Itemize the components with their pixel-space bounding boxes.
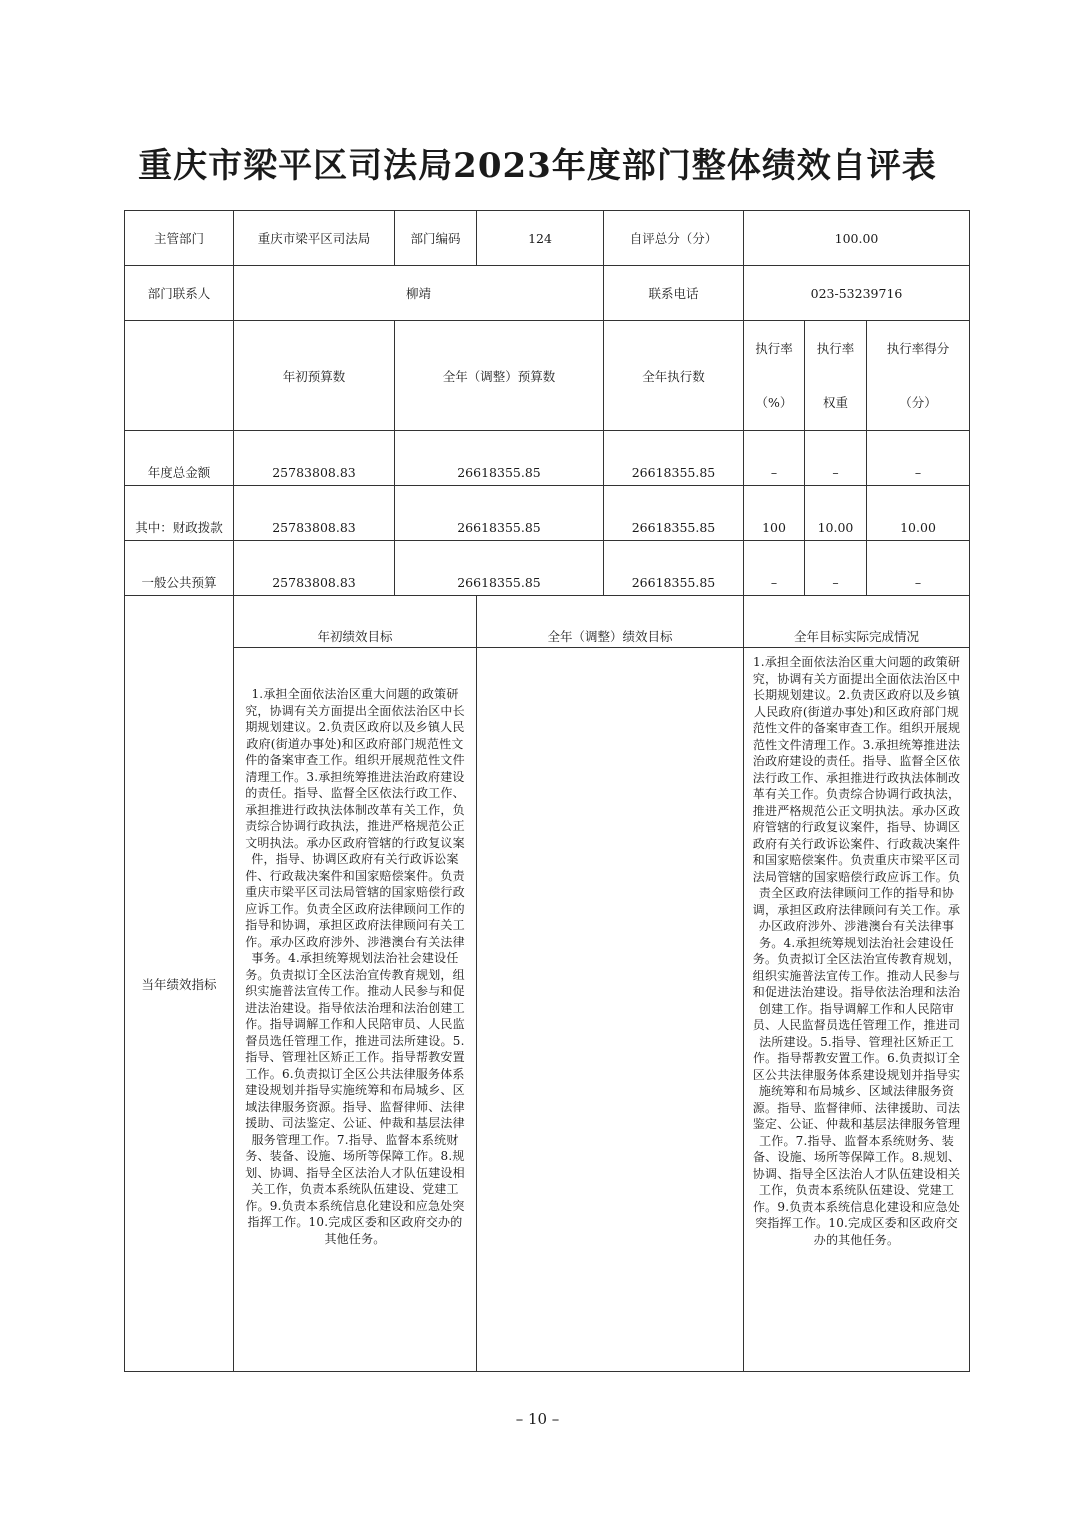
budget-row-initial: 25783808.83 <box>234 431 395 486</box>
budget-row-weight: – <box>805 541 867 596</box>
budget-row-weight: 10.00 <box>805 486 867 541</box>
dept-label: 主管部门 <box>125 211 234 266</box>
score-value: 100.00 <box>744 211 970 266</box>
budget-row-adjusted: 26618355.85 <box>395 431 604 486</box>
performance-actual-text: 1.承担全面依法治区重大问题的政策研究，协调有关方面提出全面依法治区中长期规划建议。2.负责区政府以及乡镇人民政府(街道办事处)和区政府部门规范性文件的备案审查工作。组织开展规范性文件清理工作。3.承担统筹推进法治政府建设的责任。指导、监督全区依法行政工作、承担推进行政执法体制改革有关工作。负责综合协调行政执法，推进严格规范公正文明执法。承办区政府管辖的行政复议案件，指导、协调区政府有关行政诉讼案件、行政裁决案件和国家赔偿案件。负责重庆市梁平区司法局管辖的国家赔偿行政应诉工作。负责全区政府法律顾问工作的指导和协调，承担区政府法律顾问有关工作。承办区政府涉外、涉港澳台有关法律事务。4.承担统筹规划法治社会建设任务。负责拟订全区法治宣传教育规划，组织实施普法宣传工作。推动人民参与和促进法治建设。指导依法治理和法治创建工作。指导调解工作和人民陪审员、人民监督员选任管理工作，推进司法所建设。5.指导、管理社区矫正工作。指导帮教安置工作。6.负责拟订全区公共法律服务体系建设规划并指导实施统筹和布局城乡、区域法律服务资源。指导、监督律师、法律援助、司法鉴定、公证、仲裁和基层法律服务管理工作。7.指导、监督本系统财务、装备、设施、场所等保障工作。8.规划、协调、指导全区法治人才队伍建设相关工作，负责本系统队伍建设、党建工作。9.负责本系统信息化建设和应急处突指挥工作。10.完成区委和区政府交办的其他任务。 <box>744 648 970 1372</box>
budget-row-label: 其中：财政拨款 <box>125 486 234 541</box>
budget-header-rate <box>744 321 805 431</box>
budget-header-weight <box>805 321 867 431</box>
budget-row-score: – <box>867 431 970 486</box>
performance-table <box>124 210 970 1372</box>
budget-header-score <box>867 321 970 431</box>
budget-row <box>125 431 970 486</box>
budget-row <box>125 541 970 596</box>
score-label: 自评总分（分） <box>604 211 744 266</box>
dept-value: 重庆市梁平区司法局 <box>234 211 395 266</box>
budget-row-executed: 26618355.85 <box>604 541 744 596</box>
contact-label: 部门联系人 <box>125 266 234 321</box>
budget-row-score: – <box>867 541 970 596</box>
budget-row-rate: 100 <box>744 486 805 541</box>
performance-col-actual: 全年目标实际完成情况 <box>744 596 970 648</box>
budget-header-adjusted: 全年（调整）预算数 <box>395 321 604 431</box>
budget-row-label: 一般公共预算 <box>125 541 234 596</box>
budget-row-executed: 26618355.85 <box>604 431 744 486</box>
budget-header-executed: 全年执行数 <box>604 321 744 431</box>
budget-row-adjusted: 26618355.85 <box>395 541 604 596</box>
page-number: – 10 – <box>515 1410 560 1428</box>
score-line2: （分） <box>899 394 937 410</box>
rate-line1: 执行率 <box>755 340 793 356</box>
budget-row <box>125 486 970 541</box>
performance-col-adjusted: 全年（调整）绩效目标 <box>477 596 744 648</box>
phone-value: 023-53239716 <box>744 266 970 321</box>
code-label: 部门编码 <box>395 211 477 266</box>
weight-line2: 权重 <box>822 394 848 410</box>
weight-line1: 执行率 <box>816 340 855 356</box>
budget-header-row <box>125 321 970 431</box>
code-value: 124 <box>477 211 604 266</box>
phone-label: 联系电话 <box>604 266 744 321</box>
header-row-contact <box>125 266 970 321</box>
performance-initial-text: 1.承担全面依法治区重大问题的政策研究，协调有关方面提出全面依法治区中长期规划建议。2.负责区政府以及乡镇人民政府(街道办事处)和区政府部门规范性文件的备案审查工作。组织开展规范性文件清理工作。3.承担统筹推进法治政府建设的责任。指导、监督全区依法行政工作、承担推进行政执法体制改革有关工作，负责综合协调行政执法，推进严格规范公正文明执法。承办区政府管辖的行政复议案件，指导、协调区政府有关行政诉讼案件、行政裁决案件和国家赔偿案件。负责重庆市梁平区司法局管辖的国家赔偿行政应诉工作。负责全区政府法律顾问工作的指导和协调，承担区政府法律顾问有关工作。承办区政府涉外、涉港澳台有关法律事务。4.承担统筹规划法治社会建设任务。负责拟订全区法治宣传教育规划，组织实施普法宣传工作。推动人民参与和促进法治建设。指导依法治理和法治创建工作。指导调解工作和人民陪审员、人民监督员选任管理工作，推进司法所建设。5.指导、管理社区矫正工作。指导帮教安置工作。6.负责拟订全区公共法律服务体系建设规划并指导实施统筹和布局城乡、区域法律服务资源。指导、监督律师、法律援助、司法鉴定、公证、仲裁和基层法律服务管理工作。7.指导、监督本系统财务、装备、设施、场所等保障工作。8.规划、协调、指导全区法治人才队伍建设相关工作，负责本系统队伍建设、党建工作。9.负责本系统信息化建设和应急处突指挥工作。10.完成区委和区政府交办的其他任务。 <box>234 648 477 1372</box>
budget-row-rate: – <box>744 431 805 486</box>
budget-header-blank <box>125 321 234 431</box>
budget-row-weight: – <box>805 431 867 486</box>
score-line1: 执行率得分 <box>886 340 950 356</box>
performance-adjusted-text <box>477 648 744 1372</box>
performance-content-row <box>125 648 970 1372</box>
budget-row-adjusted: 26618355.85 <box>395 486 604 541</box>
page-title: 重庆市梁平区司法局2023年度部门整体绩效自评表 <box>138 146 937 186</box>
performance-col-initial: 年初绩效目标 <box>234 596 477 648</box>
budget-row-executed: 26618355.85 <box>604 486 744 541</box>
budget-row-rate: – <box>744 541 805 596</box>
budget-row-label: 年度总金额 <box>125 431 234 486</box>
contact-value: 柳靖 <box>234 266 604 321</box>
performance-header-row <box>125 596 970 648</box>
budget-row-initial: 25783808.83 <box>234 541 395 596</box>
budget-row-score: 10.00 <box>867 486 970 541</box>
header-row-dept <box>125 211 970 266</box>
performance-section-label: 当年绩效指标 <box>125 596 234 1372</box>
rate-line2: （%） <box>755 394 793 410</box>
budget-header-initial: 年初预算数 <box>234 321 395 431</box>
budget-row-initial: 25783808.83 <box>234 486 395 541</box>
